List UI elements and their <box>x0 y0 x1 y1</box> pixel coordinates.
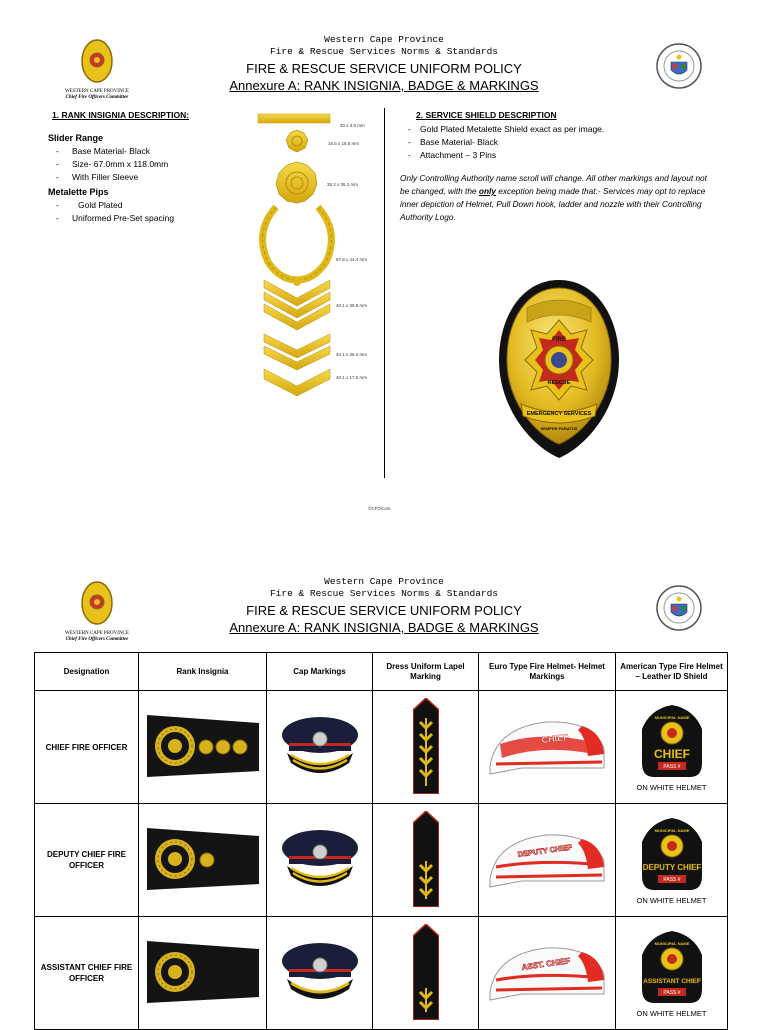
page-title: FIRE & RESCUE SERVICE UNIFORM POLICY <box>246 603 522 618</box>
shield-word-fire: FIRE <box>552 337 566 343</box>
shield-scroll-text: EMERGENCY SERVICES <box>526 411 592 417</box>
rank-insignia-image <box>147 939 259 1005</box>
shield-motto: SEMPER PARATUS <box>540 426 578 431</box>
metalette-pips-title: Metalette Pips <box>48 187 109 197</box>
shield-rank-text: ASSISTANT CHIEF <box>642 977 701 985</box>
shield-rank-text: DEPUTY CHIEF <box>642 862 701 872</box>
on-white-helmet-note: ON WHITE HELMET <box>636 1008 707 1018</box>
cap-markings-cell <box>267 691 373 804</box>
logo-caption: Chief Fire Officers Committee <box>65 95 129 100</box>
helmet-rank-text: DEPUTY CHIEF <box>517 842 573 859</box>
list-item: - With Filler Sleeve <box>48 171 238 184</box>
euro-helmet-image <box>482 714 612 778</box>
dimension-label: 40.1 x 39.8 mm <box>336 303 368 308</box>
lapel-marking-cell <box>373 691 479 804</box>
leather-shield-image <box>640 703 704 779</box>
table-row <box>35 917 728 1030</box>
column-header: Rank Insignia <box>139 653 267 691</box>
list-item: - Gold Plated Metalette Shield exact as per image. <box>400 123 710 136</box>
note-text: Only Controlling Authority name scroll will change. All other markings and layout not be changed, with the <box>400 173 707 196</box>
designation-cell: CHIEF FIRE OFFICER <box>35 691 139 804</box>
leather-shield-cell <box>616 917 728 1030</box>
list-item: - Base Material- Black <box>48 145 238 158</box>
euro-helmet-cell <box>479 691 616 804</box>
dimension-label: 40.1 x 36.2 mm <box>336 352 368 357</box>
shield-pass-text: PASS # <box>662 989 681 996</box>
shield-pass-text: PASS # <box>662 763 681 770</box>
on-white-helmet-note: ON WHITE HELMET <box>636 782 707 792</box>
cap-image <box>279 824 361 894</box>
footer-credit: ©CFOCom <box>368 506 391 511</box>
dimension-label: 35.2 x 35.2 mm <box>327 182 359 187</box>
helmet-rank-text: ASST. CHIEF <box>521 956 571 972</box>
rank-table <box>34 652 728 1030</box>
cap-markings-cell <box>267 804 373 917</box>
column-header: American Type Fire Helmet – Leather ID Shield <box>616 653 728 691</box>
rank-insignia-image <box>147 826 259 892</box>
note-text: exception being made that:- Services may opt to replace inner depiction of Helmet, Pull Down hook, ladder and nozzle with their Controlling Authority Logo. <box>400 186 706 222</box>
helmet-rank-text: CHIEF <box>541 732 570 745</box>
euro-helmet-cell <box>479 917 616 1030</box>
rank-insignia-cell <box>139 691 267 804</box>
logo-caption: WESTERN CAPE PROVINCE <box>65 89 129 94</box>
shield-municipal-name: MUNICIPAL NAME <box>654 827 689 833</box>
cap-image <box>279 937 361 1007</box>
lapel-marking-cell <box>373 804 479 917</box>
column-header: Euro Type Fire Helmet- Helmet Markings <box>479 653 616 691</box>
dimension-label: 57.8 x 44.4 mm <box>336 257 368 262</box>
shield-municipal-name: MUNICIPAL NAME <box>654 714 689 720</box>
column-header: Designation <box>35 653 139 691</box>
table-header-row <box>35 653 728 691</box>
page-subtitle: Annexure A: RANK INSIGNIA, BADGE & MARKINGS <box>229 620 539 635</box>
note-emphasis: only <box>478 186 496 196</box>
euro-helmet-cell <box>479 804 616 917</box>
logo-caption: Chief Fire Officers Committee <box>65 637 129 642</box>
leather-shield-image <box>640 816 704 892</box>
lapel-image <box>413 698 439 794</box>
logo-caption: WESTERN CAPE PROVINCE <box>65 631 129 636</box>
header-norms: Fire & Rescue Services Norms & Standards <box>269 588 499 599</box>
cap-markings-cell <box>267 917 373 1030</box>
euro-helmet-image <box>482 827 612 891</box>
lapel-image <box>413 811 439 907</box>
page-subtitle: Annexure A: RANK INSIGNIA, BADGE & MARKINGS <box>229 78 539 93</box>
list-item: - Gold Plated <box>48 199 238 212</box>
cap-image <box>279 711 361 781</box>
list-item: - Size- 67.0mm x 118.0mm <box>48 158 238 171</box>
shield-word-rescue: RESCUE <box>547 380 571 386</box>
on-white-helmet-note: ON WHITE HELMET <box>636 895 707 905</box>
list-item: - Uniformed Pre-Set spacing <box>48 212 238 225</box>
header-province: Western Cape Province <box>324 34 444 45</box>
shield-municipal-name: MUNICIPAL NAME <box>654 940 689 946</box>
shield-pass-text: PASS # <box>662 876 681 883</box>
shield-rank-text: CHIEF <box>653 746 690 761</box>
leather-shield-cell <box>616 691 728 804</box>
column-header: Dress Uniform Lapel Marking <box>373 653 479 691</box>
header-province: Western Cape Province <box>324 576 444 587</box>
dimension-label: 40.1 x 17.5 mm <box>336 375 368 380</box>
list-item: - Attachment – 3 Pins <box>400 149 710 162</box>
rank-insignia-cell <box>139 804 267 917</box>
table-row <box>35 691 728 804</box>
designation-cell: DEPUTY CHIEF FIRE OFFICER <box>35 804 139 917</box>
lapel-image <box>413 924 439 1020</box>
rank-insignia-image <box>147 713 259 779</box>
header-norms: Fire & Rescue Services Norms & Standards <box>269 46 499 57</box>
designation-cell: ASSISTANT CHIEF FIRE OFFICER <box>35 917 139 1030</box>
rank-insignia-cell <box>139 917 267 1030</box>
dimension-label: 40 x 4.5 mm <box>340 123 365 128</box>
list-item: - Base Material- Black <box>400 136 710 149</box>
slider-range-title: Slider Range <box>48 133 104 143</box>
dimension-label: 16.5 x 16.5 mm <box>328 141 360 146</box>
leather-shield-image <box>640 929 704 1005</box>
page-title: FIRE & RESCUE SERVICE UNIFORM POLICY <box>246 61 522 76</box>
leather-shield-cell <box>616 804 728 917</box>
column-header: Cap Markings <box>267 653 373 691</box>
lapel-marking-cell <box>373 917 479 1030</box>
table-row <box>35 804 728 917</box>
section-heading: 2. SERVICE SHIELD DESCRIPTION <box>416 110 557 120</box>
euro-helmet-image <box>482 940 612 1004</box>
section-heading: 1. RANK INSIGNIA DESCRIPTION: <box>52 110 190 120</box>
